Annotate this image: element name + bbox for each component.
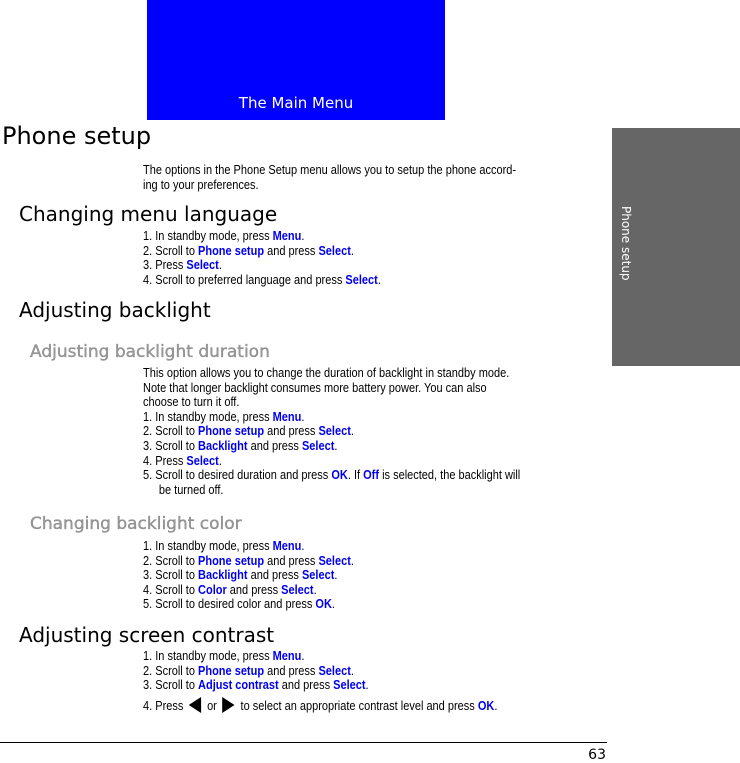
step-text: .: [350, 553, 354, 568]
page-number: 63: [588, 747, 606, 763]
step-text: 4. Press: [143, 453, 187, 468]
step-text: and press: [278, 678, 334, 693]
key-label: Phone setup: [198, 553, 265, 568]
step-text: 4. Press: [143, 699, 187, 713]
step-text: .: [218, 453, 222, 468]
step-text: 5. Scroll to desired duration and press: [143, 468, 332, 483]
step-text: and press: [247, 568, 302, 583]
step-text: 4. Scroll to: [143, 582, 199, 597]
key-label: Phone setup: [198, 424, 265, 439]
key-label: Select: [345, 272, 378, 287]
step-line: [143, 678, 609, 693]
step-text: 1. In standby mode, press: [143, 649, 273, 663]
step-text: 2. Scroll to: [143, 424, 199, 439]
step-text: 5. Scroll to desired color and press: [143, 597, 316, 612]
step-line: [143, 439, 609, 454]
key-label: Menu: [272, 649, 302, 663]
step-text: .: [301, 649, 305, 663]
step-text: 3. Press: [143, 258, 187, 273]
main-menu-banner: [147, 0, 445, 120]
key-label: Select: [186, 258, 219, 273]
step-text: 4. Scroll to preferred language and press: [143, 272, 346, 287]
step-text: .: [350, 424, 354, 439]
step-line: [143, 229, 609, 244]
heading-screen-contrast: Adjusting screen contrast: [19, 623, 275, 647]
step-text: .: [350, 663, 354, 678]
key-label: Phone setup: [198, 663, 265, 678]
key-label: Backlight: [198, 568, 248, 583]
step-text: This option allows you to change the duration of backlight in standby mode.: [143, 366, 510, 380]
key-label: Menu: [272, 409, 302, 424]
step-text: Note that longer backlight consumes more battery power. You can also: [143, 380, 487, 395]
step-line: [143, 424, 609, 439]
step-text: choose to turn it off.: [143, 395, 240, 410]
step-text: .: [301, 229, 305, 243]
step-text: is selected, the backlight will: [379, 468, 521, 483]
step-text: and press: [264, 553, 319, 568]
step-line: [143, 483, 609, 498]
key-label: Select: [301, 438, 335, 453]
contrast-steps: [143, 649, 609, 693]
key-label: Phone setup: [198, 243, 265, 258]
step-line: [143, 649, 609, 664]
step-text: 2. Scroll to: [143, 663, 199, 678]
heading-backlight-color: Changing backlight color: [30, 514, 242, 534]
step-text: or: [204, 699, 220, 713]
key-label: Adjust contrast: [198, 678, 279, 693]
left-arrow-icon: [189, 697, 201, 713]
key-label: Select: [318, 243, 351, 258]
step-line: [143, 468, 609, 483]
key-label: Color: [198, 582, 227, 597]
step-line: [143, 554, 609, 569]
step-line: [143, 597, 609, 612]
intro-line: The options in the Phone Setup menu allows you to setup the phone accord-: [143, 163, 517, 177]
step-text: 3. Scroll to: [143, 678, 199, 693]
step-text: to select an appropriate contrast level and press: [237, 699, 478, 713]
step-text: . If: [347, 468, 364, 483]
step-text: and press: [226, 582, 282, 597]
key-label: Off: [363, 468, 380, 483]
language-steps: [143, 229, 609, 287]
step-line: [143, 454, 609, 469]
right-arrow-icon: [223, 697, 235, 713]
heading-changing-menu-language: Changing menu language: [19, 202, 278, 226]
step-line: [143, 539, 609, 554]
step-text: .: [377, 272, 381, 287]
color-steps: [143, 539, 609, 612]
step-text: .: [218, 258, 222, 273]
step-text: 1. In standby mode, press: [143, 539, 273, 553]
footer-rule: [0, 742, 607, 743]
step-text: .: [331, 597, 335, 612]
duration-steps: [143, 366, 609, 497]
step-line: [143, 410, 609, 425]
step-line: [143, 664, 609, 679]
step-line: [143, 568, 609, 583]
intro-line: ing to your preferences.: [143, 177, 259, 192]
step-line: [143, 381, 609, 396]
step-line: [143, 244, 609, 259]
key-label: OK: [331, 468, 348, 483]
key-label: OK: [315, 597, 332, 612]
step-text: and press: [247, 438, 302, 453]
step-line: [143, 258, 609, 273]
contrast-last-step: [143, 697, 609, 714]
step-text: .: [313, 582, 317, 597]
key-label: Menu: [272, 229, 302, 243]
banner-title: The Main Menu: [238, 94, 354, 112]
step-line: [143, 366, 609, 381]
key-label: Select: [281, 582, 314, 597]
step-text: .: [350, 243, 354, 258]
key-label: Select: [318, 663, 351, 678]
step-text: and press: [264, 424, 319, 439]
heading-backlight-duration: Adjusting backlight duration: [30, 342, 270, 362]
step-text: 2. Scroll to: [143, 243, 199, 258]
step-text: .: [301, 409, 305, 424]
step-text: 2. Scroll to: [143, 553, 199, 568]
key-label: Select: [186, 453, 219, 468]
step-text: and press: [264, 243, 319, 258]
key-label: Select: [301, 568, 335, 583]
key-ok: OK: [477, 699, 495, 713]
step-text: and press: [264, 663, 319, 678]
page-title: Phone setup: [2, 122, 152, 150]
heading-adjusting-backlight: Adjusting backlight: [19, 298, 211, 322]
key-label: Menu: [272, 539, 302, 553]
step-text: .: [334, 438, 338, 453]
key-label: Select: [318, 553, 351, 568]
key-label: Select: [318, 424, 351, 439]
side-tab: [612, 128, 740, 366]
step-line: [143, 583, 609, 598]
intro-paragraph: [143, 163, 609, 192]
key-label: Select: [333, 678, 366, 693]
step-text: .: [494, 699, 498, 713]
step-line: [143, 273, 609, 288]
key-label: Backlight: [198, 438, 248, 453]
step-text: 3. Scroll to: [143, 568, 199, 583]
step-line: [143, 395, 609, 410]
step-text: 1. In standby mode, press: [143, 409, 273, 424]
step-text: .: [301, 539, 305, 553]
step-text: be turned off.: [158, 482, 224, 497]
step-text: 3. Scroll to: [143, 438, 199, 453]
step-text: .: [334, 568, 338, 583]
side-tab-label: Phone setup: [619, 206, 633, 281]
step-text: .: [365, 678, 369, 693]
step-text: 1. In standby mode, press: [143, 229, 273, 243]
